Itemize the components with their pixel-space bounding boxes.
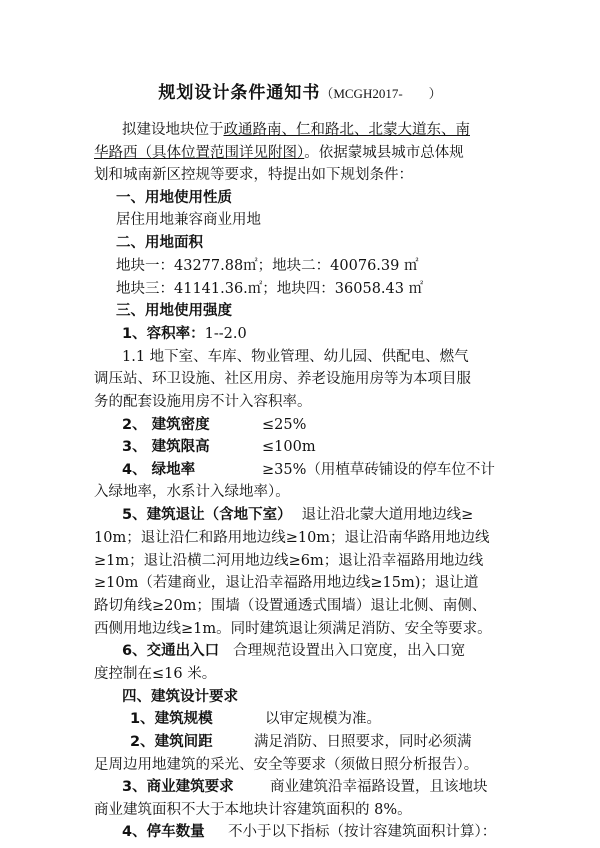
commercial-text-2: 商业建筑面积不大于本地块计容建筑面积的 8%。 [94,802,412,818]
scale-value: 以审定规模为准。 [265,711,381,727]
green-ratio-value: ≥35%（用植草砖铺设的停车位不计 [262,462,495,478]
plot-area-row-1: 地块一：43277.88㎡；地块二：40076.39 ㎡ [116,258,419,274]
intro-line-2 [94,143,464,163]
setback-label: 5、建筑退让（含地下室） [122,507,292,523]
section-3-heading: 三、用地使用强度 [116,303,232,319]
setback-line-3: ≥1m；退让沿横二河用地边线≥6m；退让沿幸福路用地边线 [94,553,484,569]
far-label: 1、容积率： [122,326,205,342]
setback-line-2: 10m；退让沿仁和路用地边线≥10m；退让沿南华路用地边线 [94,530,490,546]
document-number: （MCGH2017- ） [320,86,442,101]
land-use-text: 居住用地兼容商业用地 [116,212,261,228]
far-note-line-2: 调压站、环卫设施、社区用房、养老设施用房等为本项目服 [94,371,471,387]
title-row [0,78,600,103]
access-label: 6、交通出入口 [122,643,220,659]
far-note-line-1: 1.1 地下室、车库、物业管理、幼儿园、供配电、燃气 [122,349,469,365]
height-limit-value: ≤100m [262,439,316,455]
parking-text-1: 不小于以下指标（按计容建筑面积计算）： [228,824,497,840]
density-label: 2、 建筑密度 [122,417,210,433]
setback-line-5: 路切角线≥20m；围墙（设置通透式围墙）退让北侧、南侧、 [94,598,487,614]
setback-text-1: 退让沿北蒙大道用地边线≥ [301,507,474,523]
section-4-heading: 四、建筑设计要求 [122,689,238,705]
section-2-heading: 二、用地面积 [116,235,203,251]
far-row [122,324,247,344]
intro-location-2: 华路西（具体位置范围详见附图） [94,145,305,161]
intro-line-2-rest: 。依据蒙城县城市总体规 [304,145,464,161]
far-note-line-3: 务的配套设施用房不计入容积率。 [94,394,312,410]
commercial-label: 3、商业建筑要求 [122,779,234,795]
scale-label: 1、建筑规模 [130,711,213,727]
spacing-label: 2、建筑间距 [130,734,213,750]
plot-area-row-2: 地块三：41141.36.㎡；地块四：36058.43 ㎡ [116,281,424,297]
access-text-1: 合理规范设置出入口宽度，出入口宽 [233,643,466,659]
intro-location-1: 政通路南、仁和路北、北蒙大道东、南 [223,122,470,138]
commercial-text-1: 商业建筑沿幸福路设置，且该地块 [270,779,488,795]
height-limit-label: 3、 建筑限高 [122,439,210,455]
setback-line-6: 西侧用地边线≥1m。同时建筑退让须满足消防、安全等要求。 [94,621,492,637]
access-line-2: 度控制在≤16 米。 [94,666,217,682]
spacing-text-1: 满足消防、日照要求，同时必须满 [254,734,472,750]
document-title: 规划设计条件通知书 [158,83,321,103]
intro-prefix: 拟建设地块位于 [122,122,224,138]
setback-line-4: ≥10m（若建商业，退让沿幸福路用地边线≥15m)；退让道 [94,575,479,591]
intro-line-3: 划和城南新区控规等要求，特提出如下规划条件： [94,167,413,183]
density-value: ≤25% [262,417,307,433]
access-line-1 [122,641,465,661]
far-value: 1--2.0 [204,326,247,342]
parking-label: 4、停车数量 [122,824,205,840]
intro-line-1 [122,120,470,140]
spacing-text-2: 足周边用地建筑的采光、安全等要求（须做日照分析报告）。 [94,757,479,773]
green-ratio-label: 4、 绿地率 [122,462,196,478]
green-ratio-value-2: 入绿地率，水系计入绿地率）。 [94,484,290,500]
section-1-heading: 一、用地使用性质 [116,190,232,206]
setback-line-1 [122,505,473,525]
